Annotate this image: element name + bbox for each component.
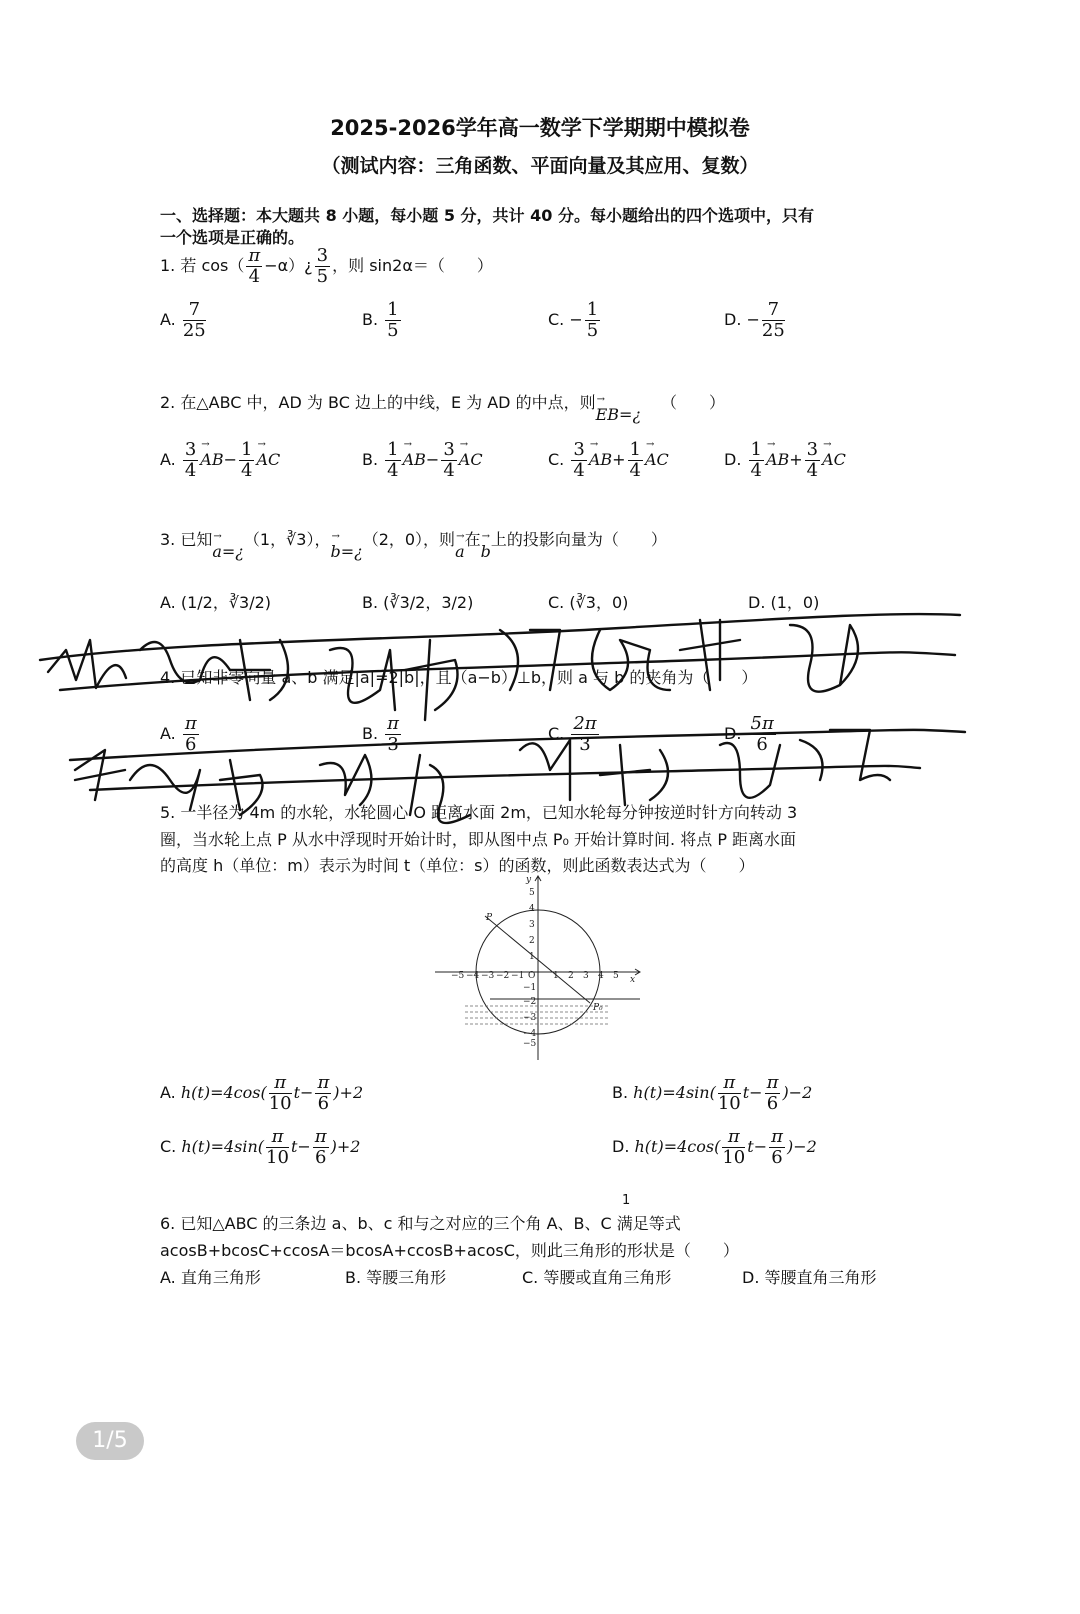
question-3-option-a: A. (1/2，∛3/2) <box>160 593 272 612</box>
question-3-option-d: D. (1，0) <box>748 593 820 612</box>
page-indicator: 1/5 <box>76 1422 144 1460</box>
x-tick: 4 <box>598 971 604 981</box>
x-tick: −3 <box>481 971 495 981</box>
question-1-option-d: D. − $\frac{7}{25}$ <box>724 299 785 341</box>
x-tick: −2 <box>496 971 510 981</box>
y-tick: −3 <box>523 1013 537 1023</box>
x-tick: 1 <box>553 971 559 981</box>
y-tick: −2 <box>523 997 537 1007</box>
question-4-option-d: D. $\frac{5\pi}{6}$ <box>724 713 774 755</box>
y-tick: 4 <box>529 904 535 914</box>
question-5-option-a: A. h(t)=4cos( $\frac{\pi}{10}$ t− $\frac{\pi}{6}$ )+2 <box>160 1072 364 1114</box>
x-tick: 2 <box>568 971 574 981</box>
y-tick: 5 <box>529 888 535 898</box>
question-6-stem-line2: acosB+bcosC+ccosA＝bcosA+ccosB+acosC，则此三角形的形状是（ ） <box>160 1241 739 1260</box>
question-2-option-a: A. $\frac{3}{4}$ → AB− $\frac{1}{4}$ → AC <box>160 440 280 481</box>
point-p0-label: P₀ <box>593 1003 603 1013</box>
point-p-label: P <box>486 913 493 923</box>
y-tick: −5 <box>523 1039 537 1049</box>
question-5-option-b: B. h(t)=4sin( $\frac{\pi}{10}$ t− $\frac{\pi}{6}$ )−2 <box>612 1072 813 1114</box>
question-4-option-b: B. $\frac{\pi}{3}$ <box>362 713 399 755</box>
x-axis-label: x <box>630 975 636 985</box>
x-tick: −1 <box>511 971 525 981</box>
y-tick: −4 <box>523 1029 537 1039</box>
question-4-stem: 4. 已知非零向量 a、b 满足|a|=2|b|，且（a−b）⊥b，则 a 与 b 的夹角为（ ） <box>160 668 758 687</box>
question-2-option-b: B. $\frac{1}{4}$ → AB− $\frac{3}{4}$ → AC <box>362 440 483 481</box>
question-6-option-b: B. 等腰三角形 <box>345 1268 447 1287</box>
question-2-option-d: D. $\frac{1}{4}$ → AB+ $\frac{3}{4}$ → AC <box>724 440 846 481</box>
question-1-option-b: B. $\frac{1}{5}$ <box>362 299 399 341</box>
question-1-stem: 1. 若 cos（ $\frac{\pi}{4}$ −α）¿ $\frac{3}{5}$ ，则 sin2α＝（ ） <box>160 245 493 287</box>
question-6-option-c: C. 等腰或直角三角形 <box>522 1268 672 1287</box>
origin-label: O <box>528 971 536 981</box>
question-5-option-c: C. h(t)=4sin( $\frac{\pi}{10}$ t− $\frac{\pi}{6}$ )+2 <box>160 1126 361 1168</box>
page-number: 1 <box>622 1193 631 1208</box>
question-4-option-c: C. $\frac{2\pi}{3}$ <box>548 713 597 755</box>
y-tick: −1 <box>523 983 537 993</box>
question-5-option-d: D. h(t)=4cos( $\frac{\pi}{10}$ t− $\frac{\pi}{6}$ )−2 <box>612 1126 817 1168</box>
y-tick: 1 <box>529 952 535 962</box>
question-3-option-b: B. (∛3/2，3/2) <box>362 593 474 612</box>
x-tick: −4 <box>466 971 480 981</box>
x-tick: 5 <box>613 971 619 981</box>
question-3-stem: 3. 已知→ a=¿（1，∛3），→ b=¿（2，0），则→ a在→ b上的投影向量为（ ） <box>160 527 667 550</box>
question-1-option-c: C. − $\frac{1}{5}$ <box>548 299 599 341</box>
question-6-option-a: A. 直角三角形 <box>160 1268 261 1287</box>
y-tick: 2 <box>529 936 535 946</box>
section-header-line1: 一、选择题：本大题共 8 小题，每小题 5 分，共计 40 分。每小题给出的四个选项中，只有 <box>160 206 814 225</box>
x-tick: −5 <box>451 971 465 981</box>
exam-subtitle: （测试内容：三角函数、平面向量及其应用、复数） <box>321 155 759 177</box>
question-3-option-c: C. (∛3，0) <box>548 593 629 612</box>
question-5-stem-line2: 圈，当水轮上点 P 从水中浮现时开始计时，即从图中点 P₀ 开始计算时间. 将点 P 距离水面 <box>160 830 797 849</box>
question-6-stem-line1: 6. 已知△ABC 的三条边 a、b、c 和与之对应的三个角 A、B、C 满足等式 <box>160 1214 681 1233</box>
exam-title: 2025-2026学年高一数学下学期期中模拟卷 <box>330 116 750 140</box>
question-5-stem-line3: 的高度 h（单位：m）表示为时间 t（单位：s）的函数，则此函数表达式为（ ） <box>160 856 755 875</box>
question-5-stem-line1: 5. 一半径为 4m 的水轮，水轮圆心 O 距离水面 2m，已知水轮每分钟按逆时针方向转动 3 <box>160 803 798 822</box>
y-axis-label: y <box>526 875 532 885</box>
question-6-option-d: D. 等腰直角三角形 <box>742 1268 877 1287</box>
x-tick: 3 <box>583 971 589 981</box>
question-2-stem: 2. 在△ABC 中，AD 为 BC 边上的中线，E 为 AD 的中点，则→ EB=¿（ ） <box>160 390 725 413</box>
question-4-option-a: A. $\frac{\pi}{6}$ <box>160 713 197 755</box>
question-1-option-a: A. $\frac{7}{25}$ <box>160 299 206 341</box>
y-tick: 3 <box>529 920 535 930</box>
question-2-option-c: C. $\frac{3}{4}$ → AB+ $\frac{1}{4}$ → AC <box>548 440 669 481</box>
section-header-line2: 一个选项是正确的。 <box>160 228 305 247</box>
